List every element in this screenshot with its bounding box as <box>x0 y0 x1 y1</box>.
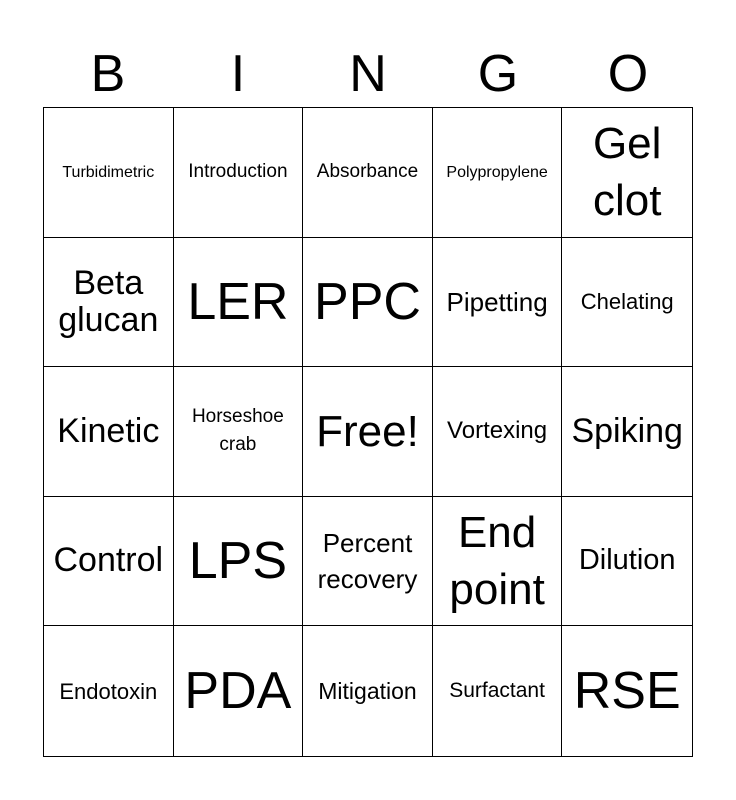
cell-label: Vortexing <box>447 417 548 445</box>
header-letter-o: O <box>607 45 649 103</box>
cell-label: RSE <box>573 662 681 721</box>
cell-label: LPS <box>188 532 288 591</box>
bingo-cell[interactable] <box>174 238 304 368</box>
bingo-cell[interactable] <box>562 626 692 756</box>
bingo-cell[interactable] <box>44 497 174 627</box>
header-letter-b: B <box>90 45 126 103</box>
cell-label: Beta glucan <box>58 263 159 339</box>
bingo-cell[interactable] <box>433 626 563 756</box>
cell-label: Dilution <box>578 544 676 577</box>
header-letter-i: I <box>230 45 246 103</box>
cell-label: Pipetting <box>446 286 548 317</box>
cell-label: Chelating <box>580 289 674 315</box>
bingo-cell[interactable] <box>433 497 563 627</box>
bingo-cell[interactable] <box>44 367 174 497</box>
cell-label: Turbidimetric <box>62 163 155 181</box>
bingo-header <box>43 40 693 108</box>
cell-label: Gel clot <box>592 119 662 226</box>
bingo-cell[interactable] <box>303 497 433 627</box>
cell-label: Kinetic <box>57 411 160 450</box>
cell-label: Endotoxin <box>59 678 158 704</box>
cell-label: Surfactant <box>449 679 545 703</box>
bingo-cell[interactable] <box>562 367 692 497</box>
bingo-cell[interactable] <box>44 626 174 756</box>
bingo-cell[interactable] <box>433 238 563 368</box>
bingo-cell[interactable] <box>44 238 174 368</box>
cell-label: Control <box>53 541 164 580</box>
bingo-cell[interactable] <box>174 497 304 627</box>
cell-label: Introduction <box>188 161 288 183</box>
cell-label: End point <box>449 507 545 615</box>
cell-label: PPC <box>314 272 421 331</box>
bingo-cell[interactable] <box>174 108 304 238</box>
bingo-board <box>43 107 693 757</box>
cell-label: Mitigation <box>318 677 417 704</box>
cell-label: Free! <box>316 406 419 456</box>
bingo-cell[interactable] <box>433 108 563 238</box>
bingo-cell[interactable] <box>174 626 304 756</box>
bingo-cell[interactable] <box>303 626 433 756</box>
cell-label: PDA <box>184 662 292 721</box>
bingo-cell[interactable] <box>562 238 692 368</box>
header-letter-n: N <box>349 45 387 103</box>
bingo-cell[interactable] <box>562 108 692 238</box>
cell-label: Percent recovery <box>317 527 418 595</box>
bingo-cell[interactable] <box>44 108 174 238</box>
cell-label: Spiking <box>571 411 683 450</box>
header-letter-g: G <box>477 45 519 103</box>
cell-label: LER <box>187 272 289 331</box>
bingo-cell[interactable] <box>433 367 563 497</box>
bingo-cell[interactable] <box>303 238 433 368</box>
cell-label: Polypropylene <box>446 163 548 181</box>
cell-label: Absorbance <box>316 161 419 183</box>
cell-label: Horseshoe crab <box>191 405 284 456</box>
bingo-cell[interactable] <box>562 497 692 627</box>
bingo-cell[interactable] <box>303 108 433 238</box>
bingo-cell[interactable] <box>174 367 304 497</box>
bingo-cell[interactable] <box>303 367 433 497</box>
